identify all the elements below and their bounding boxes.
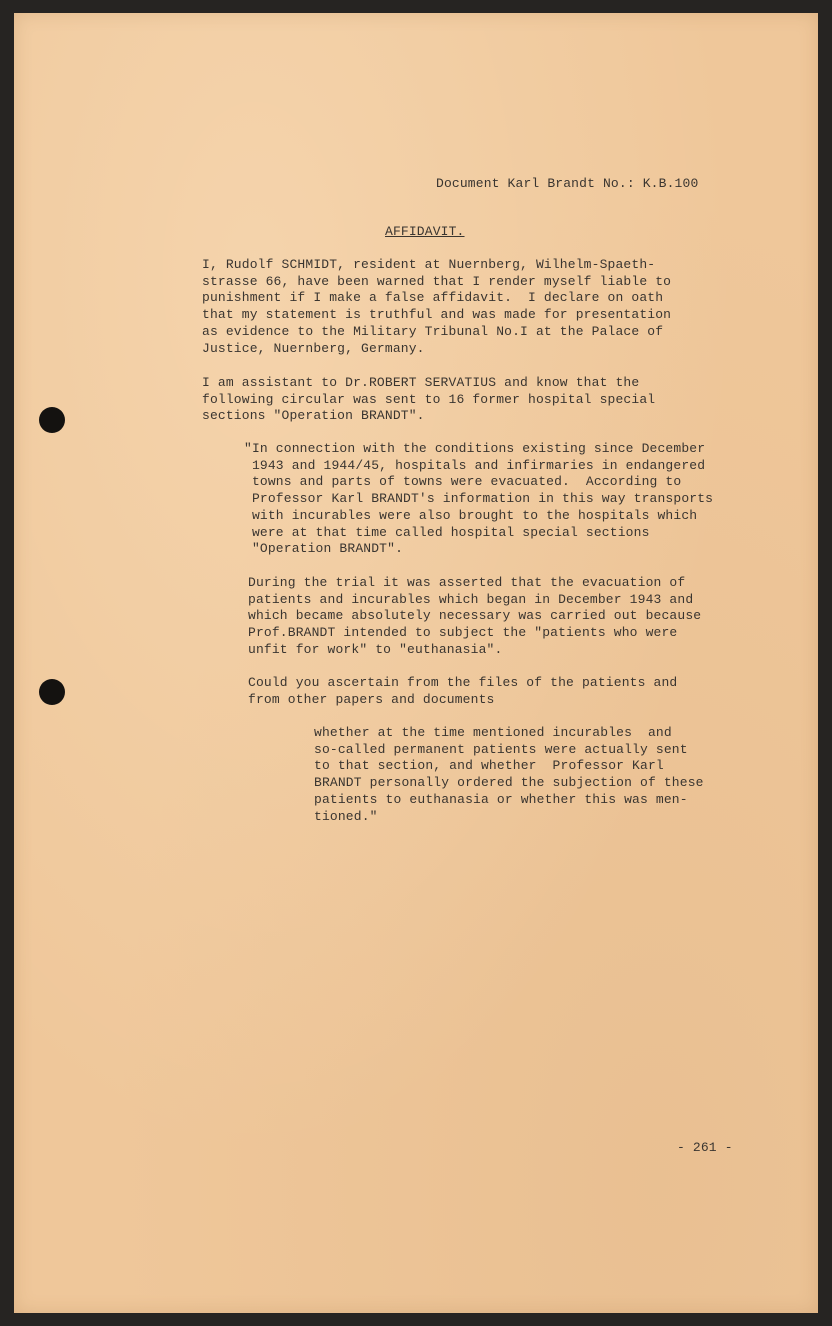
document-reference: Document Karl Brandt No.: K.B.100	[436, 176, 699, 191]
paragraph-trial: During the trial it was asserted that the evacuation of patients and incurables which began in December 1943 and which became absolutely necessary was carried out because Prof.BRANDT intended to subject the "patients who were unfit for work" to "euthanasia".	[248, 575, 702, 657]
punch-hole-bottom	[39, 679, 65, 705]
document-page	[14, 13, 818, 1313]
punch-hole-top	[39, 407, 65, 433]
paragraph-circular-quote: "In connection with the conditions existing since December 1943 and 1944/45, hospitals and infirmaries in endangered towns and parts of towns were evacuated. According to Professor Karl BRANDT's information in this way transports with incurables were also brought to the hospitals which were at that time called hospital special sections "Operation BRANDT".	[244, 441, 714, 557]
paragraph-question: Could you ascertain from the files of the patients and from other papers and documents	[248, 675, 678, 707]
page-number: - 261 -	[677, 1140, 733, 1155]
paragraph-assistant: I am assistant to Dr.ROBERT SERVATIUS and know that the following circular was sent to 16 former hospital special sections "Operation BRANDT".	[202, 375, 656, 424]
paragraph-question-detail: whether at the time mentioned incurables and so-called permanent patients were actually sent to that section, and whether Professor Karl BRANDT personally ordered the subjection of these patients to euthanasia or whether this was men- tioned."	[314, 725, 704, 824]
paragraph-declaration: I, Rudolf SCHMIDT, resident at Nuernberg, Wilhelm-Spaeth- strasse 66, have been warned that I render myself liable to punishment if I make a false affidavit. I declare on oath that my statement is truthful and was made for presentation as evidence to the Military Tribunal No.I at the Palace of Justice, Nuernberg, Germany.	[202, 257, 672, 356]
document-title: AFFIDAVIT.	[385, 224, 465, 239]
